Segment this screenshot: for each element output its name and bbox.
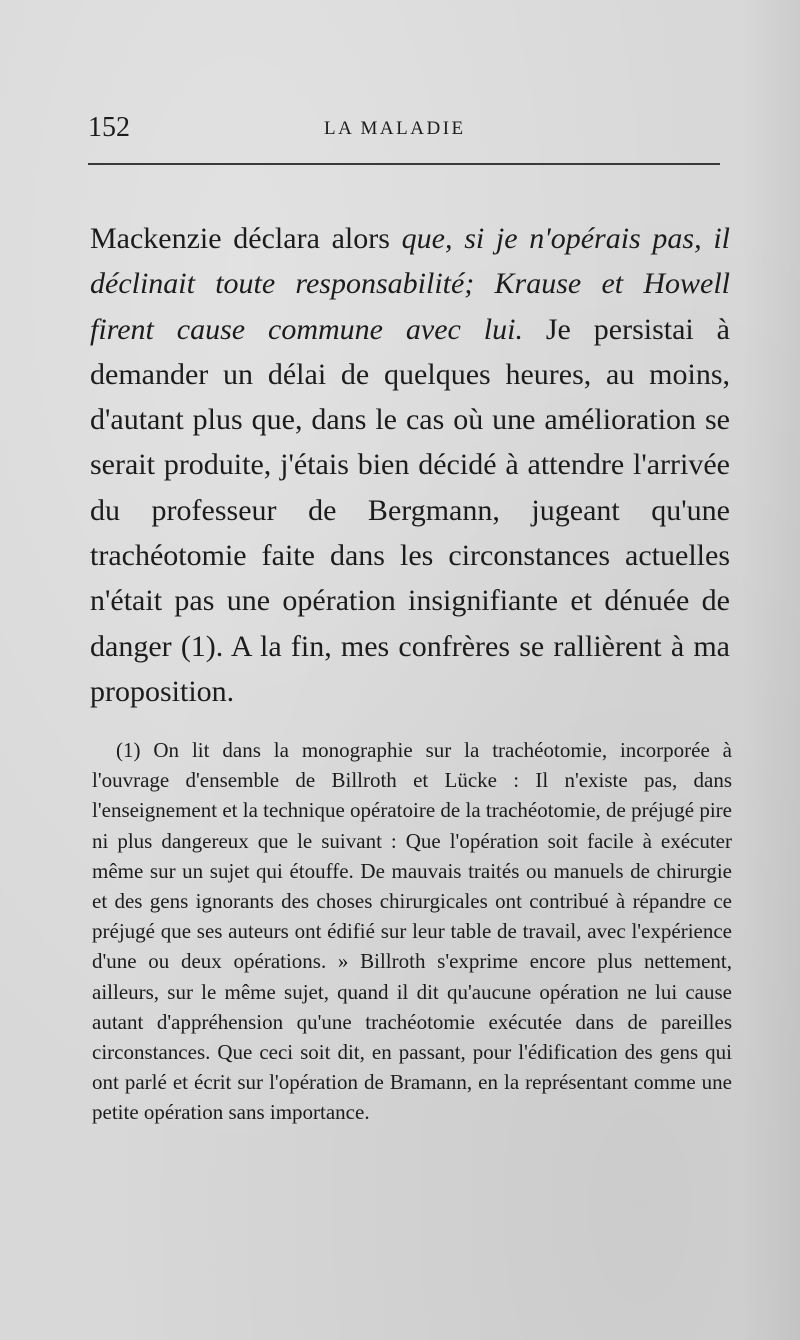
page-header [88, 112, 720, 152]
main-text-italic-quote: que, si je n'opérais pas, il déclinait toute responsabilité; Krause et Howell firent cause commune avec lui. [90, 222, 730, 346]
main-text-intro: Mackenzie déclara alors [90, 222, 402, 255]
header-rule [88, 163, 720, 165]
running-title: LA MALADIE [324, 118, 466, 139]
page-edge-shadow [740, 0, 800, 1340]
main-text-rest: Je persistai à demander un délai de quelques heures, au moins, d'autant plus que, dans le cas où une amélioration se serait produite, j'étais bien décidé à attendre l'arrivée du professeur de Bergmann, jugeant qu'une trachéotomie faite dans les circonstances actuelles n'était pas une opération insignifiante et dénuée de danger (1). A la fin, mes confrères se rallièrent à ma proposition. [90, 312, 730, 708]
footnote: (1) On lit dans la monographie sur la trachéotomie, incorporée à l'ouvrage d'ensemble de Billroth et Lücke : Il n'existe pas, dans l'enseignement et la technique opératoire de la trachéotomie, de préjugé pire ni plus dangereux que le suivant : Que l'opération soit facile à exécuter même sur un sujet qui étouffe. De mauvais traités ou manuels de chirurgie et des gens ignorants des choses chirurgicales ont contribué à répandre ce préjugé que ses auteurs ont édifié sur leur table de travail, avec l'expérience d'une ou deux opérations. » Billroth s'exprime encore plus nettement, ailleurs, sur le même sujet, quand il dit qu'aucune opération ne lui cause autant d'appréhension qu'une trachéotomie exécutée dans de pareilles circonstances. Que ceci soit dit, en passant, pour l'édification des gens qui ont parlé et écrit sur l'opération de Bramann, en la représentant comme une petite opération sans importance. [92, 738, 732, 1125]
page-number: 152 [88, 112, 130, 143]
main-paragraph [90, 216, 730, 714]
